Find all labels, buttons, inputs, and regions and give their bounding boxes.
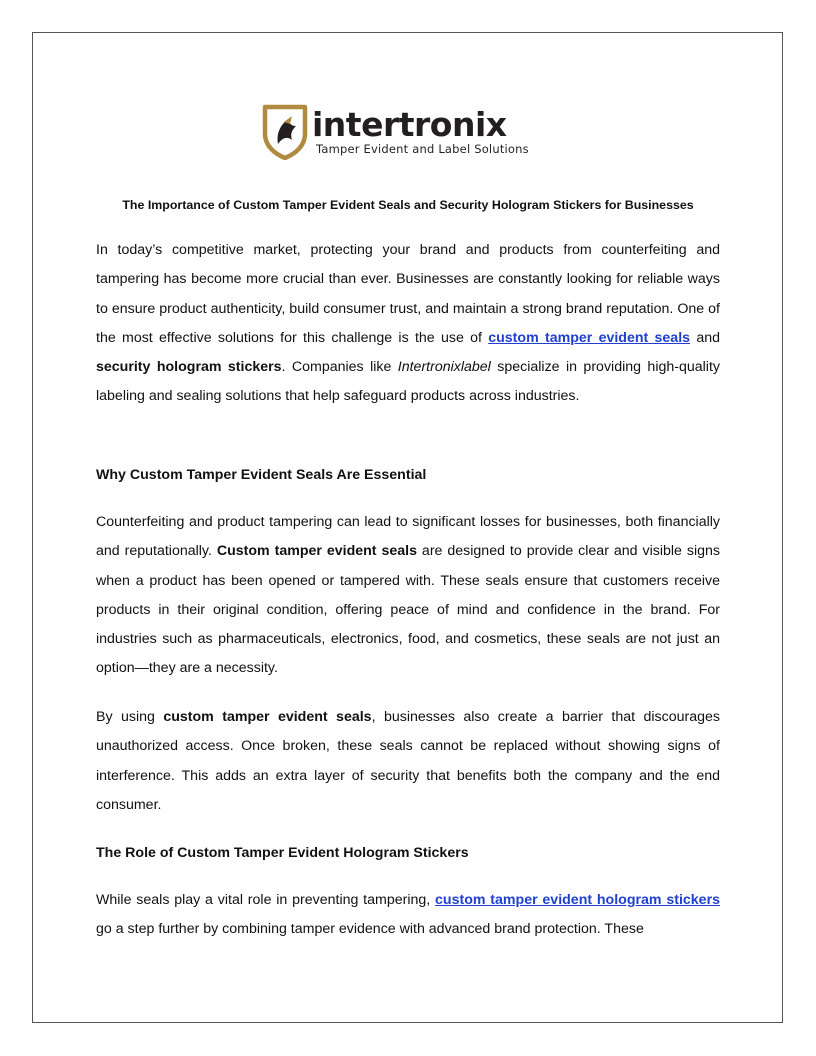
company-logo [262, 102, 562, 162]
document-title: The Importance of Custom Tamper Evident Seals and Security Hologram Stickers for Businesses [122, 198, 694, 212]
paragraph-intro: In today’s competitive market, protecting your brand and products from counterfeiting and tampering has become more crucial than ever. Businesses are constantly looking for reliable ways to ensure product authenticity, build consumer trust, and maintain a strong brand reputation. One of the most effective solutions for this challenge is the use of custom tamper evident seals and security hologram stickers. Companies like Intertronixlabel specialize in providing high-quality labeling and sealing solutions that help safeguard products across industries. [96, 242, 720, 405]
paragraph-seals-essential: Counterfeiting and product tampering can lead to significant losses for businesses, both financially and reputationally. Custom tamper evident seals are designed to provide clear and visible signs when a product has been opened or tampered with. These seals ensure that customers receive products in their original condition, offering peace of mind and confidence in the brand. For industries such as pharmaceuticals, electronics, food, and cosmetics, these seals are not just an option—they are a necessity. [96, 514, 720, 677]
custom-tamper-evident-seals-link[interactable]: custom tamper evident seals [488, 329, 691, 346]
shield-logo-icon [262, 104, 308, 160]
section-heading-hologram: The Role of Custom Tamper Evident Hologram Stickers [96, 845, 469, 861]
section-heading-seals: Why Custom Tamper Evident Seals Are Essential [96, 467, 427, 483]
logo-tagline: Tamper Evident and Label Solutions [316, 142, 529, 156]
paragraph-seals-barrier: By using custom tamper evident seals, businesses also create a barrier that discourages unauthorized access. Once broken, these seals cannot be replaced without showing signs of interference. This adds an extra layer of security that benefits both the company and the end consumer. [96, 709, 721, 813]
logo-brand-name: intertronix [312, 105, 507, 144]
hologram-stickers-link[interactable]: custom tamper evident hologram stickers [435, 892, 720, 908]
paragraph-hologram: While seals play a vital role in preventing tampering, custom tamper evident hologram stickers go a step further by combining tamper evidence with advanced brand protection. These [96, 892, 720, 938]
